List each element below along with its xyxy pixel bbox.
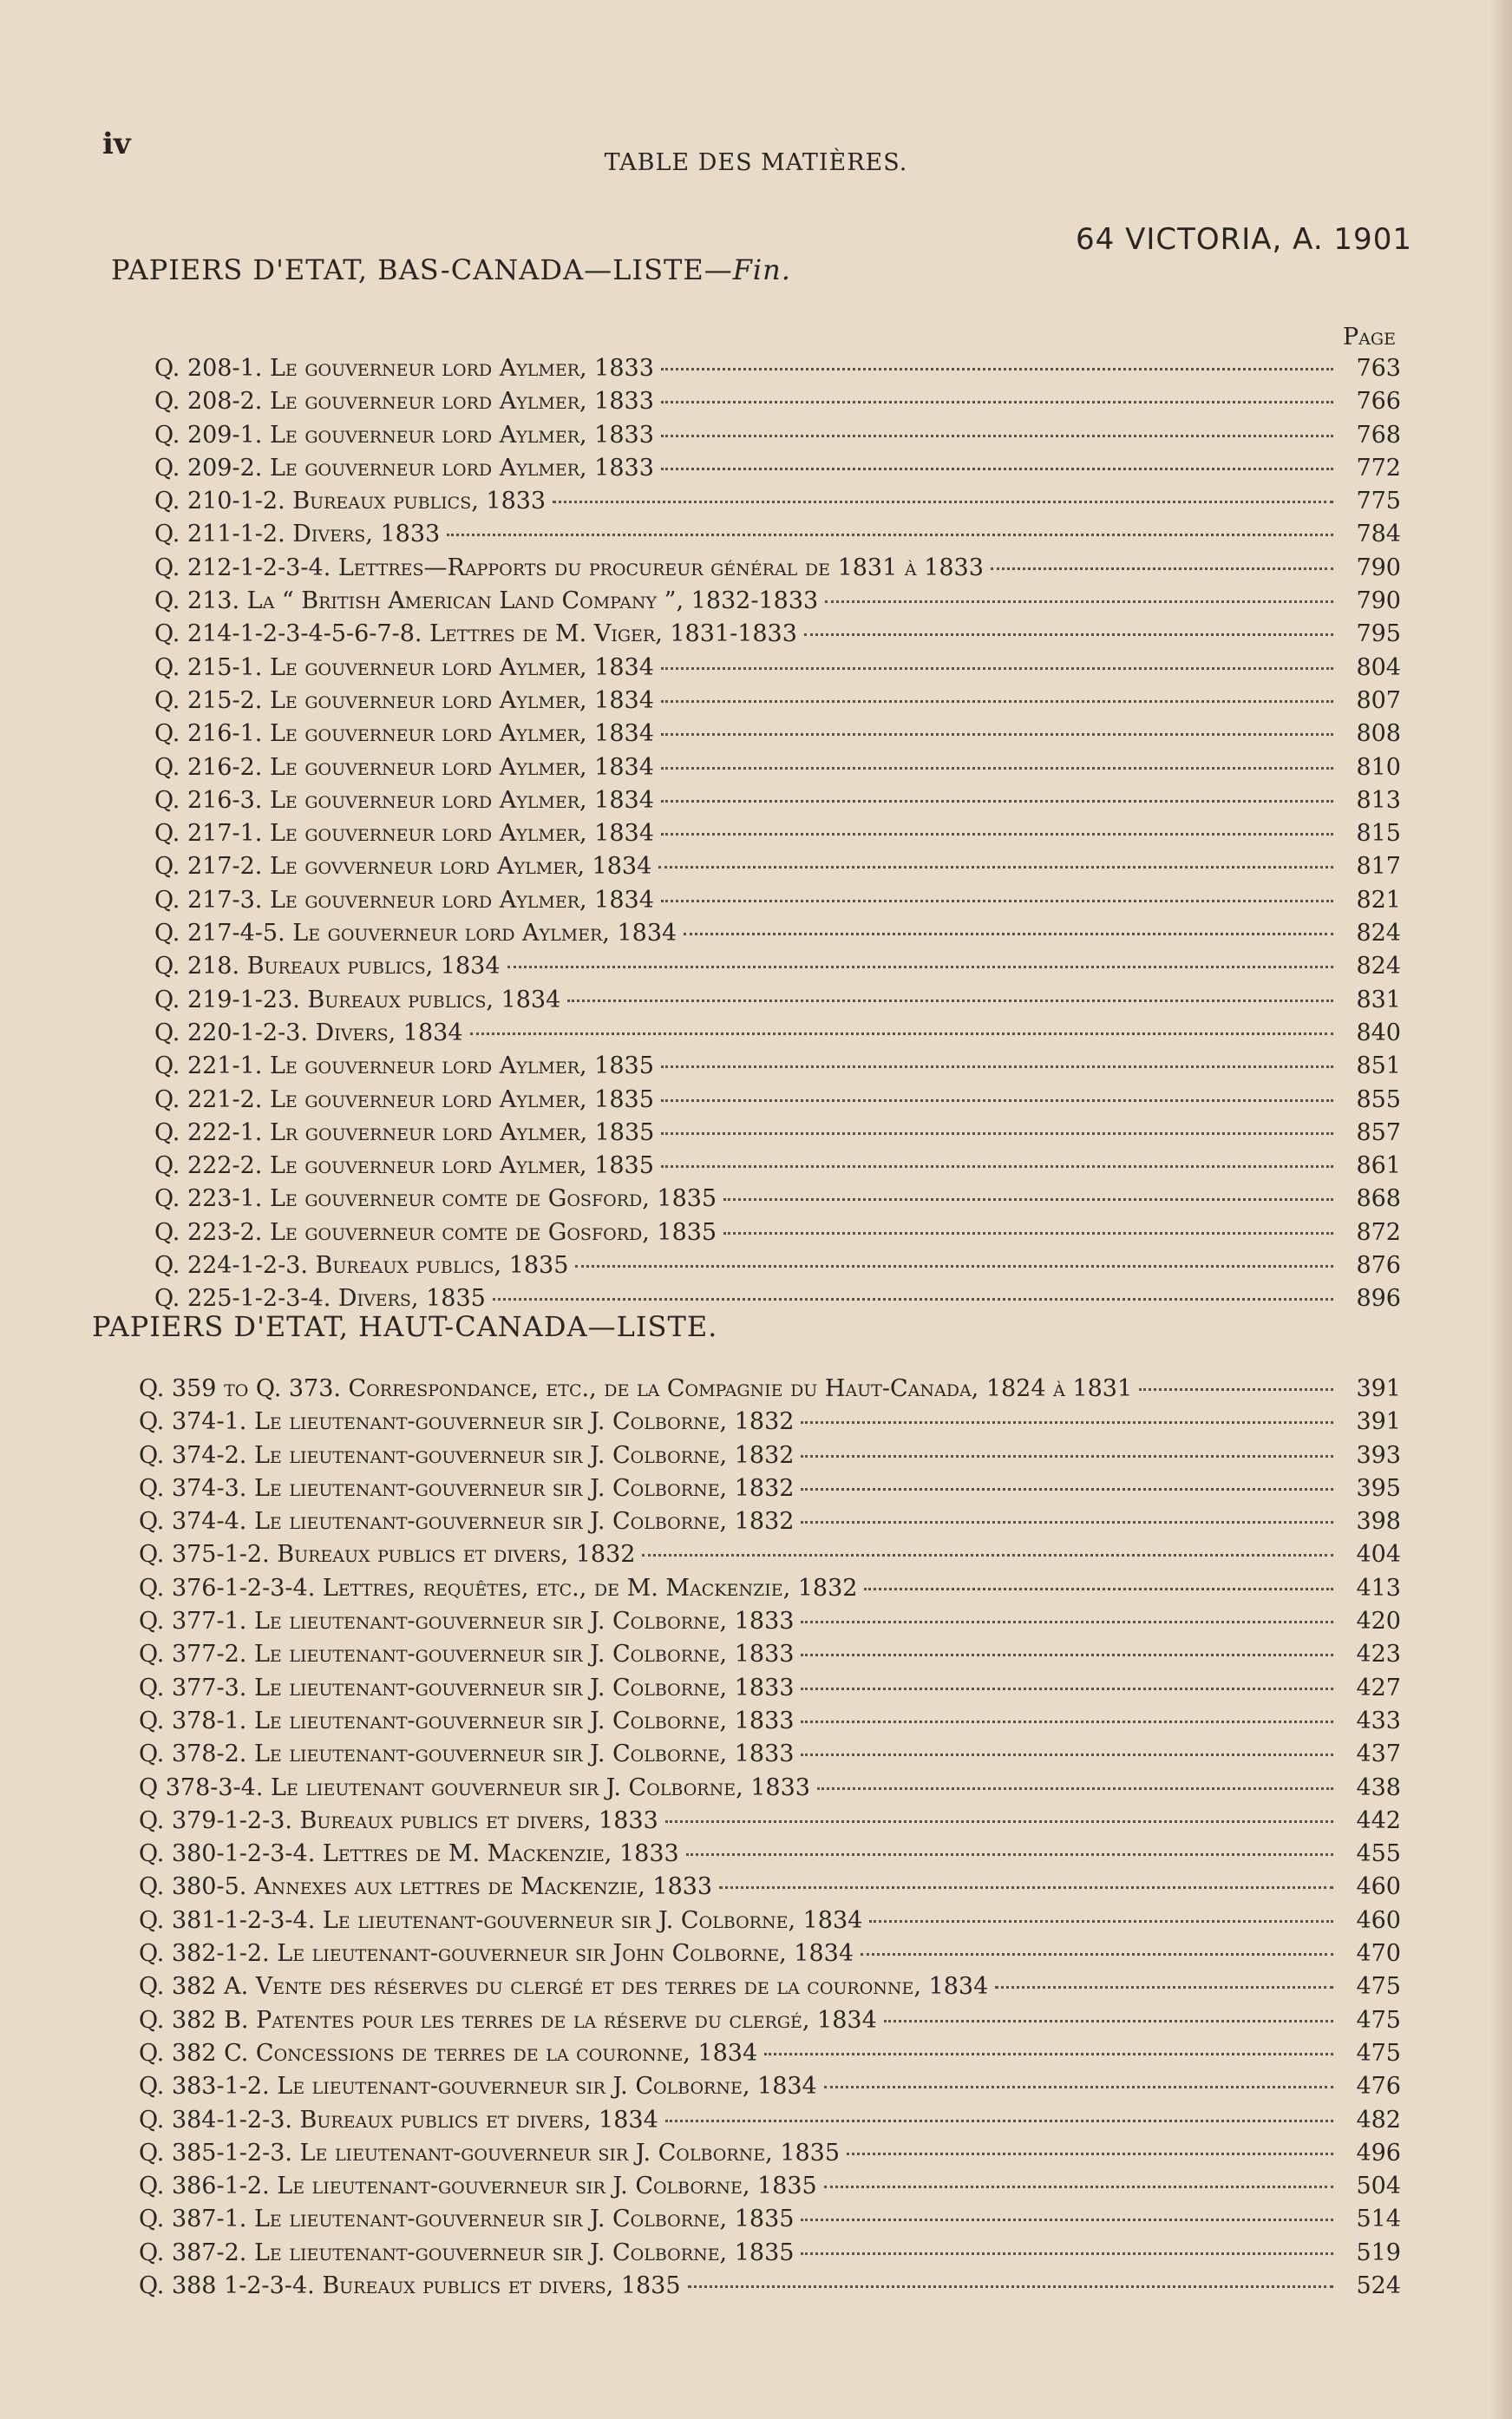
toc-entry [154, 1086, 1401, 1119]
dot-leader [801, 2252, 1333, 2255]
dot-leader [824, 2086, 1333, 2088]
toc-entry [154, 488, 1401, 521]
section-heading-text: PAPIERS D'ETAT, BAS-CANADA—LISTE— [111, 253, 733, 286]
dot-leader [801, 1688, 1333, 1690]
toc-entry-title: Q. 217-1. Le gouverneur lord Aylmer, 1834 [154, 820, 654, 848]
toc-entry-page: 795 [1356, 620, 1401, 648]
dot-leader [801, 1721, 1333, 1723]
toc-entry [154, 887, 1401, 920]
toc-entry-page: 857 [1356, 1118, 1401, 1146]
toc-entry [139, 1675, 1401, 1708]
toc-entry [154, 620, 1401, 653]
toc-entry-page: 470 [1356, 1940, 1401, 1968]
toc-entry-page: 482 [1356, 2106, 1401, 2134]
toc-entry [139, 1708, 1401, 1740]
toc-entry [154, 587, 1401, 620]
dot-leader [507, 966, 1333, 968]
running-head: TABLE DES MATIÈRES. [604, 149, 908, 176]
dot-leader [665, 1820, 1333, 1823]
toc-entry-title: Q. 379-1-2-3. Bureaux publics et divers, 1833 [139, 1806, 658, 1834]
toc-entry [139, 1408, 1401, 1441]
toc-entry [139, 1375, 1401, 1408]
toc-entry [154, 521, 1401, 554]
dot-leader [764, 2053, 1333, 2055]
toc-entry-title: Q. 216-1. Le gouverneur lord Aylmer, 1834 [154, 720, 654, 748]
toc-entry-page: 504 [1356, 2173, 1401, 2200]
toc-entry [139, 2272, 1401, 2305]
toc-entry-title: Q. 222-2. Le gouverneur lord Aylmer, 1835 [154, 1152, 654, 1180]
toc-entry-page: 817 [1356, 853, 1401, 881]
toc-entry-page: 427 [1356, 1674, 1401, 1701]
section-heading-bas-canada [111, 253, 791, 286]
dot-leader [688, 2285, 1333, 2288]
toc-entry-page: 763 [1356, 355, 1401, 382]
toc-entry-title: Q. 378-1. Le lieutenant-gouverneur sir J. Colborne, 1833 [139, 1707, 795, 1734]
toc-entry-page: 824 [1356, 920, 1401, 947]
dot-leader [661, 401, 1333, 403]
toc-entry [139, 2040, 1401, 2073]
dot-leader [686, 1853, 1333, 1856]
dot-leader [847, 2153, 1333, 2155]
toc-entry-title: Q. 385-1-2-3. Le lieutenant-gouverneur sir J. Colborne, 1835 [139, 2139, 841, 2167]
toc-list-bas-canada [154, 355, 1401, 1319]
toc-entry-title: Q. 209-1. Le gouverneur lord Aylmer, 1833 [154, 421, 654, 449]
toc-entry-title: Q. 383-1-2. Le lieutenant-gouverneur sir J. Colborne, 1834 [139, 2073, 817, 2101]
toc-entry-title: Q. 380-5. Annexes aux lettres de Mackenzie, 1833 [139, 1873, 713, 1901]
toc-entry-title: Q. 212-1-2-3-4. Lettres—Rapports du procureur général de 1831 à 1833 [154, 554, 984, 581]
toc-entry-title: Q. 217-4-5. Le gouverneur lord Aylmer, 1834 [154, 920, 677, 947]
toc-entry-title: Q. 380-1-2-3-4. Lettres de M. Mackenzie, 1833 [139, 1840, 679, 1868]
toc-entry-title: Q. 211-1-2. Divers, 1833 [154, 521, 441, 548]
toc-entry-page: 876 [1356, 1252, 1401, 1280]
toc-entry-page: 475 [1356, 2039, 1401, 2067]
toc-entry-title: Q. 209-2. Le gouverneur lord Aylmer, 1833 [154, 454, 654, 482]
toc-entry-page: 831 [1356, 986, 1401, 1013]
dot-leader [801, 1421, 1333, 1424]
toc-entry-title: Q. 382-1-2. Le lieutenant-gouverneur sir John Colborne, 1834 [139, 1940, 854, 1968]
dot-leader [719, 1886, 1333, 1889]
dot-leader [801, 1455, 1333, 1458]
toc-entry [139, 1541, 1401, 1574]
toc-entry [154, 787, 1401, 820]
section-heading-suffix: Fin. [732, 253, 791, 286]
dot-leader [1139, 1388, 1333, 1391]
dot-leader [470, 1032, 1333, 1035]
toc-entry-title: Q. 359 to Q. 373. Correspondance, etc., de la Compagnie du Haut-Canada, 1824 à 1831 [139, 1375, 1133, 1402]
toc-entry-title: Q. 225-1-2-3-4. Divers, 1835 [154, 1285, 486, 1313]
dot-leader [825, 600, 1333, 603]
toc-entry-title: Q. 374-1. Le lieutenant-gouverneur sir J. Colborne, 1832 [139, 1408, 795, 1436]
toc-entry [139, 2073, 1401, 2106]
dot-leader [861, 1953, 1333, 1956]
dot-leader [661, 1165, 1333, 1168]
toc-list-haut-canada [139, 1375, 1401, 2305]
toc-entry-page: 438 [1356, 1773, 1401, 1801]
toc-entry-title: Q. 216-2. Le gouverneur lord Aylmer, 1834 [154, 753, 654, 781]
toc-entry-title: Q. 217-3. Le gouverneur lord Aylmer, 1834 [154, 886, 654, 914]
toc-entry [139, 1641, 1401, 1674]
toc-entry-page: 519 [1356, 2239, 1401, 2266]
dot-leader [869, 1920, 1333, 1923]
toc-entry-page: 475 [1356, 1973, 1401, 2001]
toc-entry-title: Q. 382 C. Concessions de terres de la couronne, 1834 [139, 2039, 758, 2067]
toc-entry-page: 398 [1356, 1508, 1401, 1536]
toc-entry-page: 808 [1356, 720, 1401, 748]
dot-leader [575, 1265, 1333, 1268]
toc-entry-page: 395 [1356, 1474, 1401, 1502]
page-edge-shadow [1489, 0, 1512, 2419]
dot-leader [824, 2186, 1333, 2188]
toc-entry-page: 404 [1356, 1541, 1401, 1569]
toc-entry-page: 851 [1356, 1052, 1401, 1080]
dot-leader [567, 1000, 1333, 1002]
toc-entry [139, 2007, 1401, 2040]
toc-entry-page: 896 [1356, 1285, 1401, 1313]
toc-entry-page: 514 [1356, 2206, 1401, 2233]
dot-leader [723, 1232, 1333, 1235]
toc-entry [139, 1973, 1401, 2006]
toc-entry-title: Q. 384-1-2-3. Bureaux publics et divers, 1834 [139, 2106, 658, 2134]
toc-entry-title: Q. 224-1-2-3. Bureaux publics, 1835 [154, 1252, 569, 1280]
dot-leader [661, 733, 1333, 736]
toc-entry-title: Q. 381-1-2-3-4. Le lieutenant-gouverneur sir J. Colborne, 1834 [139, 1906, 863, 1934]
toc-entry [154, 455, 1401, 488]
toc-entry [139, 1740, 1401, 1773]
toc-entry [139, 1807, 1401, 1840]
dot-leader [684, 933, 1333, 935]
toc-entry [139, 1907, 1401, 1940]
toc-entry [154, 1219, 1401, 1252]
toc-entry [154, 1252, 1401, 1285]
toc-entry-title: Q. 374-4. Le lieutenant-gouverneur sir J. Colborne, 1832 [139, 1508, 795, 1536]
toc-entry [154, 554, 1401, 587]
section-heading-haut-canada [92, 1310, 717, 1343]
toc-entry-page: 810 [1356, 753, 1401, 781]
toc-entry-title: Q. 220-1-2-3. Divers, 1834 [154, 1019, 463, 1046]
toc-entry [154, 920, 1401, 953]
dot-leader [991, 567, 1333, 570]
dot-leader [493, 1298, 1333, 1301]
toc-entry-page: 475 [1356, 2006, 1401, 2034]
toc-entry-page: 855 [1356, 1085, 1401, 1113]
toc-entry-page: 476 [1356, 2073, 1401, 2101]
toc-entry-page: 413 [1356, 1574, 1401, 1602]
section-heading-text: PAPIERS D'ETAT, HAUT-CANADA—LISTE. [92, 1310, 718, 1343]
dot-leader [661, 368, 1333, 370]
toc-entry [139, 1475, 1401, 1508]
toc-entry-page: 804 [1356, 653, 1401, 681]
dot-leader [801, 1654, 1333, 1656]
toc-entry-page: 460 [1356, 1873, 1401, 1901]
toc-entry-title: Q. 377-3. Le lieutenant-gouverneur sir J. Colborne, 1833 [139, 1674, 795, 1701]
dot-leader [665, 2120, 1333, 2122]
toc-entry-page: 460 [1356, 1906, 1401, 1934]
toc-entry [154, 1185, 1401, 1218]
toc-entry-page: 423 [1356, 1641, 1401, 1668]
toc-entry-title: Q. 222-1. Lr gouverneur lord Aylmer, 1835 [154, 1118, 655, 1146]
toc-entry-title: Q. 216-3. Le gouverneur lord Aylmer, 1834 [154, 786, 654, 814]
toc-entry-title: Q. 217-2. Le govverneur lord Aylmer, 1834 [154, 853, 652, 881]
toc-entry-title: Q. 215-1. Le gouverneur lord Aylmer, 1834 [154, 653, 654, 681]
dot-leader [661, 900, 1333, 902]
dot-leader [661, 468, 1333, 470]
dot-leader [658, 866, 1333, 869]
toc-entry [154, 388, 1401, 421]
toc-entry-page: 821 [1356, 886, 1401, 914]
dot-leader [661, 435, 1333, 437]
session-label: 64 VICTORIA, A. 1901 [1076, 222, 1412, 257]
toc-entry-title: Q. 214-1-2-3-4-5-6-7-8. Lettres de M. Viger, 1831-1833 [154, 620, 797, 648]
toc-entry [154, 853, 1401, 886]
dot-leader [661, 1065, 1333, 1068]
dot-leader [995, 1986, 1333, 1989]
toc-entry [139, 1873, 1401, 1906]
toc-entry-page: 442 [1356, 1806, 1401, 1834]
toc-entry [139, 2239, 1401, 2272]
toc-entry-title: Q. 374-2. Le lieutenant-gouverneur sir J. Colborne, 1832 [139, 1441, 795, 1469]
toc-entry [139, 2173, 1401, 2206]
toc-entry-page: 496 [1356, 2139, 1401, 2167]
toc-entry-title: Q. 376-1-2-3-4. Lettres, requêtes, etc., de M. Mackenzie, 1832 [139, 1574, 858, 1602]
dot-leader [723, 1198, 1333, 1201]
toc-entry-title: Q. 387-2. Le lieutenant-gouverneur sir J. Colborne, 1835 [139, 2239, 795, 2266]
toc-entry [139, 1575, 1401, 1608]
toc-entry-page: 872 [1356, 1218, 1401, 1246]
toc-entry-title: Q. 374-3. Le lieutenant-gouverneur sir J. Colborne, 1832 [139, 1474, 795, 1502]
toc-entry [139, 1774, 1401, 1807]
toc-entry [154, 1052, 1401, 1085]
toc-entry-page: 868 [1356, 1185, 1401, 1213]
toc-entry-title: Q. 215-2. Le gouverneur lord Aylmer, 1834 [154, 686, 654, 714]
toc-entry-title: Q. 221-2. Le gouverneur lord Aylmer, 1835 [154, 1085, 654, 1113]
toc-entry-page: 420 [1356, 1608, 1401, 1636]
toc-entry-page: 524 [1356, 2272, 1401, 2300]
toc-entry-page: 768 [1356, 421, 1401, 449]
toc-entry-page: 815 [1356, 820, 1401, 848]
dot-leader [801, 1621, 1333, 1623]
dot-leader [661, 700, 1333, 703]
dot-leader [661, 833, 1333, 836]
dot-leader [801, 1488, 1333, 1491]
toc-entry-page: 813 [1356, 786, 1401, 814]
toc-entry-page: 775 [1356, 488, 1401, 515]
dot-leader [642, 1554, 1333, 1557]
toc-entry-title: Q. 221-1. Le gouverneur lord Aylmer, 1835 [154, 1052, 654, 1080]
toc-entry-page: 437 [1356, 1740, 1401, 1768]
toc-entry [154, 355, 1401, 388]
toc-entry-title: Q. 388 1-2-3-4. Bureaux publics et divers, 1835 [139, 2272, 681, 2300]
toc-entry [154, 754, 1401, 787]
toc-entry [139, 1508, 1401, 1541]
toc-entry-page: 824 [1356, 953, 1401, 980]
toc-entry [154, 987, 1401, 1019]
page-column-header: Page [1343, 324, 1396, 351]
toc-entry-page: 784 [1356, 521, 1401, 548]
toc-entry-title: Q. 382 B. Patentes pour les terres de la réserve du clergé, 1834 [139, 2006, 877, 2034]
toc-entry-title: Q. 377-2. Le lieutenant-gouverneur sir J. Colborne, 1833 [139, 1641, 795, 1668]
toc-entry-title: Q. 208-2. Le gouverneur lord Aylmer, 1833 [154, 388, 654, 416]
toc-entry-page: 772 [1356, 454, 1401, 482]
toc-entry [139, 2140, 1401, 2173]
toc-entry [154, 720, 1401, 753]
dot-leader [884, 2020, 1333, 2022]
toc-entry-title: Q. 219-1-23. Bureaux publics, 1834 [154, 986, 561, 1013]
toc-entry-page: 790 [1356, 554, 1401, 581]
toc-entry [154, 687, 1401, 720]
toc-entry-page: 391 [1356, 1375, 1401, 1402]
dot-leader [447, 534, 1333, 536]
dot-leader [801, 2219, 1333, 2221]
dot-leader [661, 767, 1333, 770]
toc-entry-page: 861 [1356, 1152, 1401, 1180]
dot-leader [661, 1132, 1333, 1135]
dot-leader [661, 667, 1333, 670]
toc-entry-page: 391 [1356, 1408, 1401, 1436]
toc-entry [154, 422, 1401, 455]
toc-entry-title: Q. 208-1. Le gouverneur lord Aylmer, 1833 [154, 355, 654, 382]
toc-entry-page: 807 [1356, 686, 1401, 714]
dot-leader [553, 501, 1333, 503]
toc-entry-page: 433 [1356, 1707, 1401, 1734]
toc-entry-page: 393 [1356, 1441, 1401, 1469]
toc-entry-title: Q. 378-2. Le lieutenant-gouverneur sir J. Colborne, 1833 [139, 1740, 795, 1768]
toc-entry [139, 2206, 1401, 2239]
dot-leader [801, 1754, 1333, 1756]
toc-entry-title: Q. 382 A. Vente des réserves du clergé et des terres de la couronne, 1834 [139, 1973, 989, 2001]
dot-leader [661, 1099, 1333, 1102]
toc-entry-title: Q. 213. La “ British American Land Company ”, 1832-1833 [154, 587, 819, 615]
toc-entry [154, 1152, 1401, 1185]
toc-entry-title: Q. 223-2. Le gouverneur comte de Gosford, 1835 [154, 1218, 717, 1246]
toc-entry-title: Q. 386-1-2. Le lieutenant-gouverneur sir J. Colborne, 1835 [139, 2173, 817, 2200]
toc-entry [154, 820, 1401, 853]
toc-entry-title: Q. 387-1. Le lieutenant-gouverneur sir J. Colborne, 1835 [139, 2206, 795, 2233]
dot-leader [804, 633, 1333, 636]
toc-entry [139, 1442, 1401, 1475]
toc-entry-title: Q. 210-1-2. Bureaux publics, 1833 [154, 488, 547, 515]
toc-entry-page: 766 [1356, 388, 1401, 416]
dot-leader [661, 800, 1333, 803]
page-number: iv [102, 127, 131, 161]
dot-leader [801, 1521, 1333, 1524]
toc-entry [139, 2107, 1401, 2140]
toc-entry-page: 840 [1356, 1019, 1401, 1046]
toc-entry [139, 1840, 1401, 1873]
toc-entry [139, 1608, 1401, 1641]
toc-entry [154, 1019, 1401, 1052]
dot-leader [864, 1588, 1333, 1590]
toc-entry-title: Q. 377-1. Le lieutenant-gouverneur sir J. Colborne, 1833 [139, 1608, 795, 1636]
toc-entry-title: Q. 218. Bureaux publics, 1834 [154, 953, 501, 980]
toc-entry [154, 953, 1401, 986]
toc-entry-title: Q. 375-1-2. Bureaux publics et divers, 1832 [139, 1541, 636, 1569]
toc-entry-title: Q. 223-1. Le gouverneur comte de Gosford, 1835 [154, 1185, 717, 1213]
toc-entry-title: Q 378-3-4. Le lieutenant gouverneur sir J. Colborne, 1833 [139, 1773, 810, 1801]
toc-entry-page: 790 [1356, 587, 1401, 615]
toc-entry-page: 455 [1356, 1840, 1401, 1868]
toc-entry [154, 654, 1401, 687]
toc-entry [154, 1119, 1401, 1152]
toc-entry [139, 1940, 1401, 1973]
dot-leader [817, 1787, 1333, 1790]
